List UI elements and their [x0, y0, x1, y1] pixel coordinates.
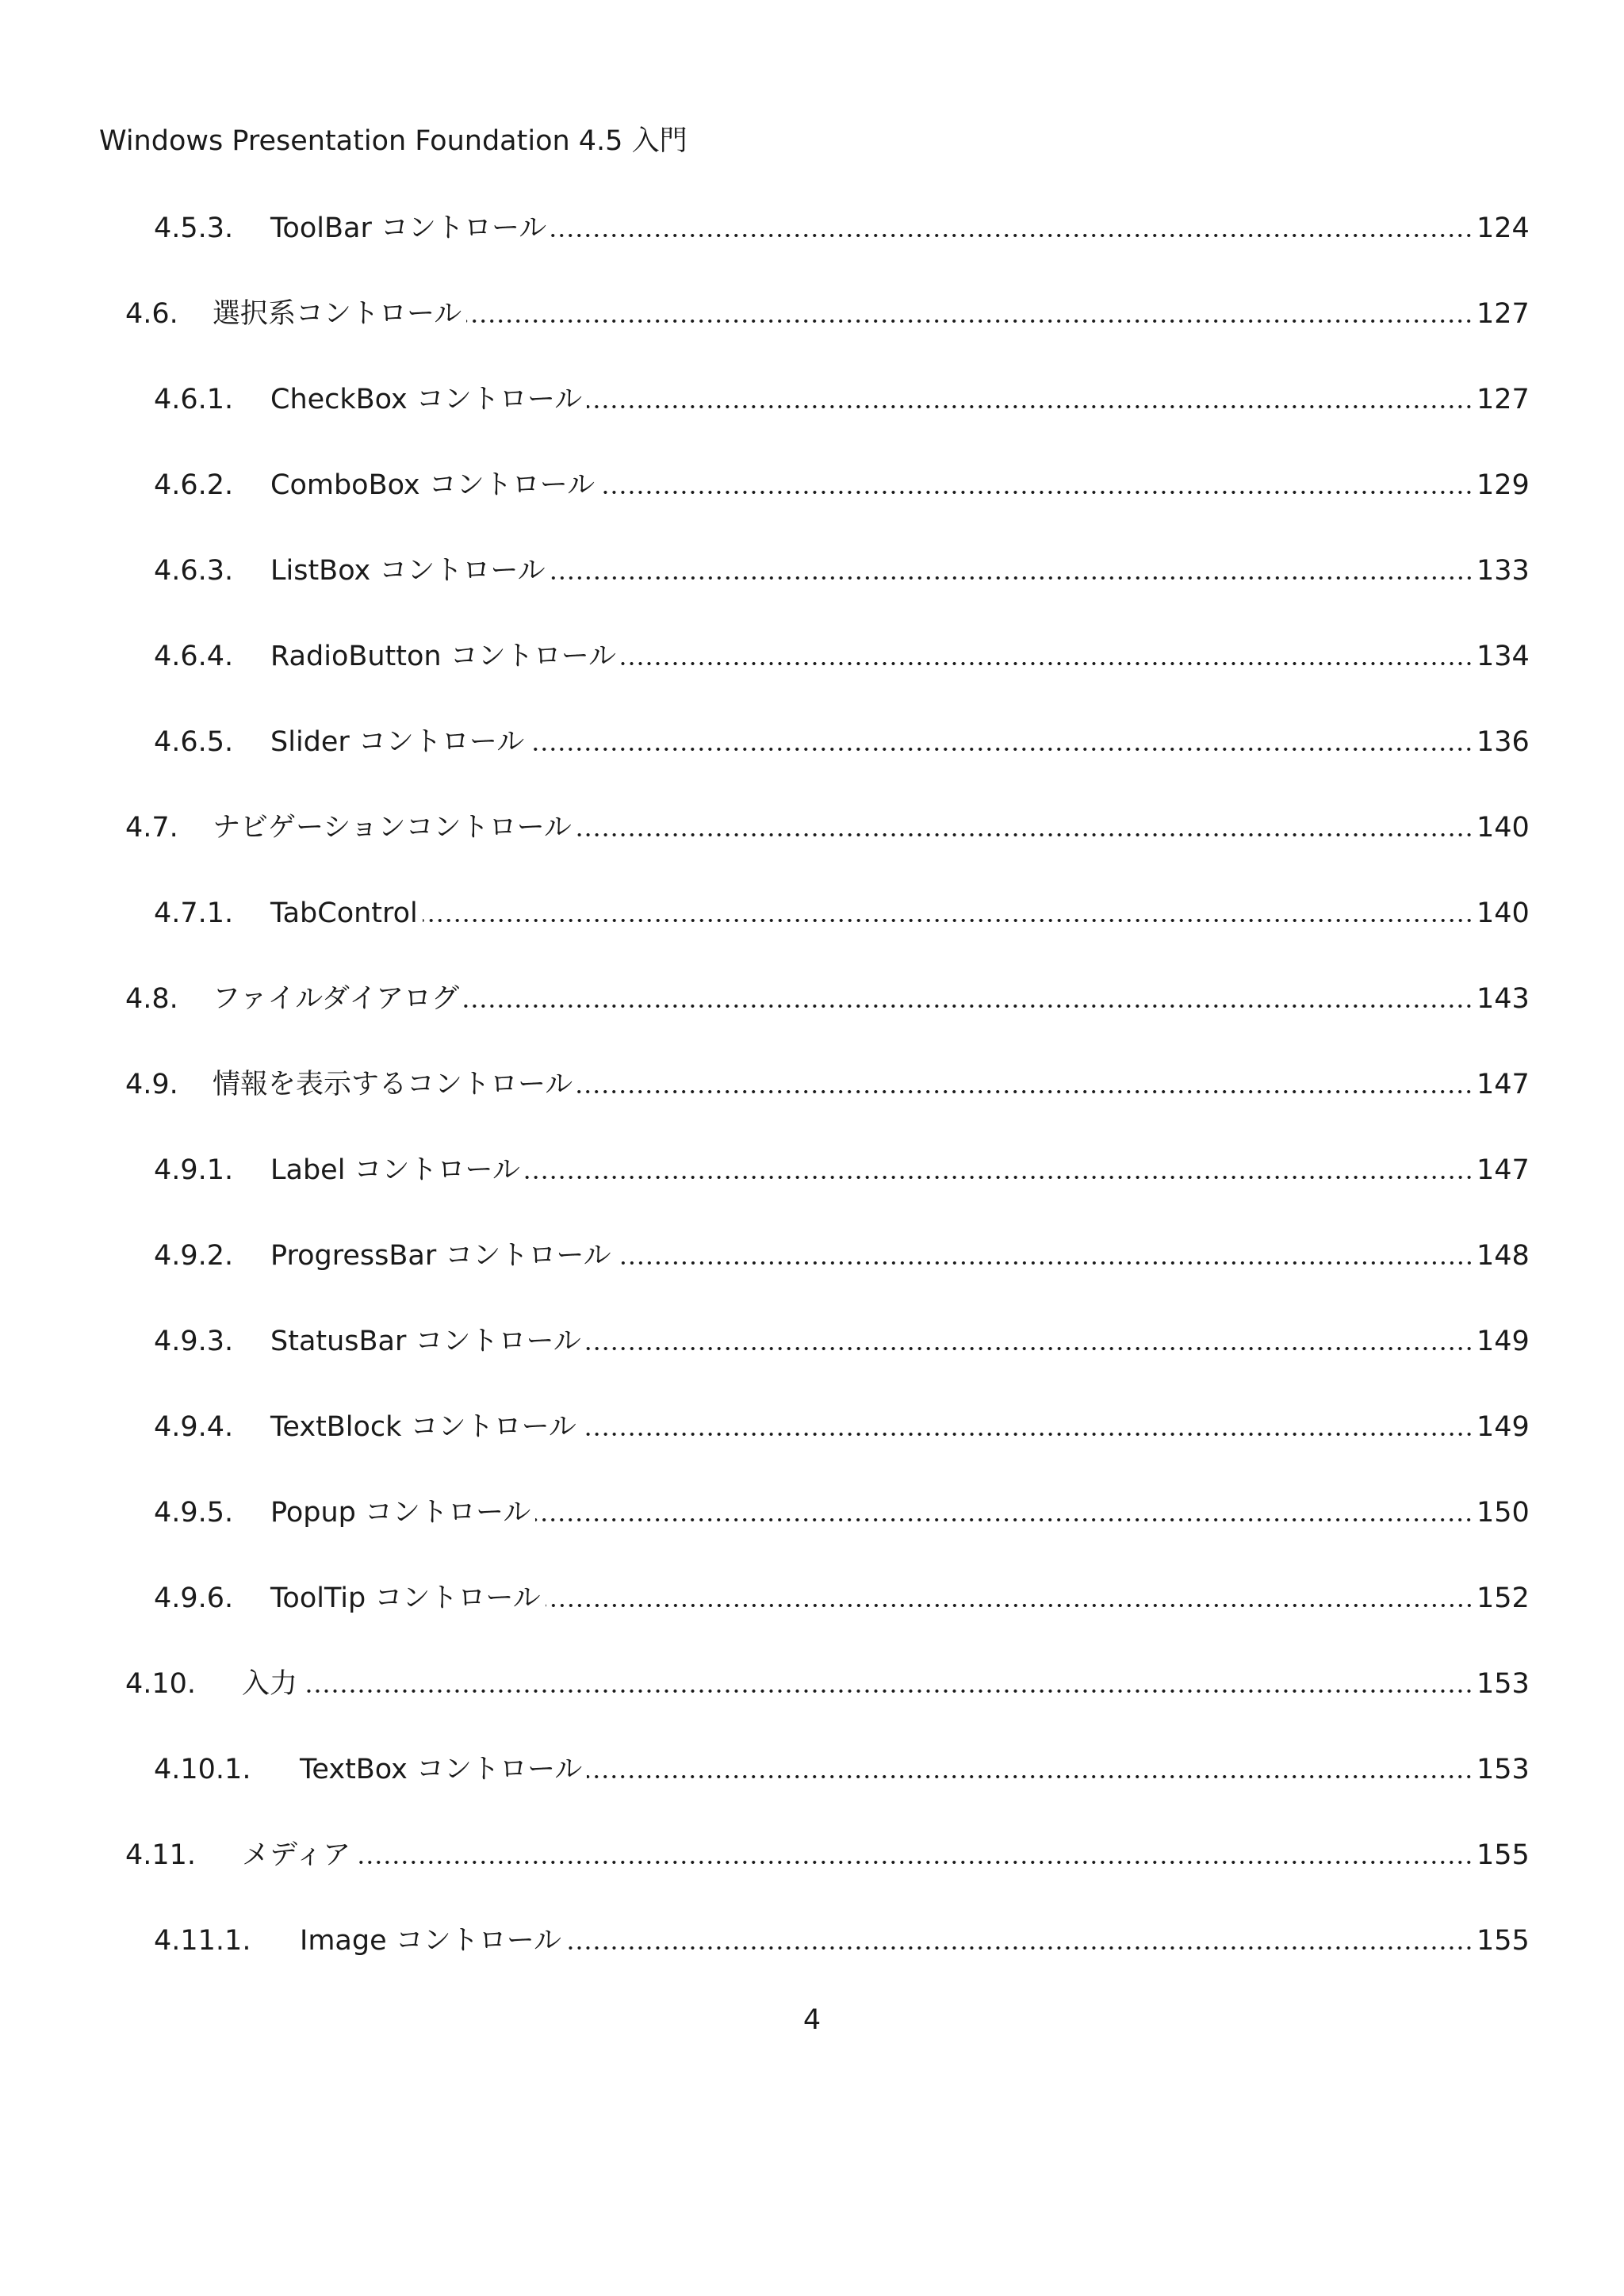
toc-entry-number: 4.10.1.	[154, 1754, 251, 1785]
toc-entry[interactable]	[154, 1235, 1529, 1275]
toc-entry-title: Slider コントロール	[270, 726, 525, 758]
toc-entry-title: ToolBar コントロール	[270, 212, 547, 244]
toc-entry[interactable]	[154, 208, 1529, 247]
toc-entry-page: 153	[1477, 1754, 1530, 1785]
toc-entry-number: 4.6.1.	[154, 384, 234, 415]
toc-entry-number: 4.9.4.	[154, 1411, 234, 1443]
toc-entry-page: 127	[1477, 384, 1530, 415]
toc-entry-title: RadioButton コントロール	[270, 641, 617, 672]
toc-entry-number: 4.6.5.	[154, 726, 234, 758]
toc-entry[interactable]	[154, 1492, 1529, 1532]
toc-entry-page: 143	[1477, 983, 1530, 1015]
toc-entry-number: 4.11.1.	[154, 1925, 251, 1957]
toc-entry[interactable]	[125, 1663, 1529, 1703]
toc-entry[interactable]	[154, 636, 1529, 675]
toc-dot-leader	[587, 403, 1473, 411]
toc-dot-leader	[621, 660, 1473, 668]
toc-entry[interactable]	[154, 1406, 1529, 1446]
toc-entry-number: 4.6.3.	[154, 555, 234, 587]
toc-entry-number: 4.10.	[125, 1668, 197, 1700]
toc-entry[interactable]	[154, 379, 1529, 419]
toc-entry-page: 153	[1477, 1668, 1530, 1700]
toc-entry[interactable]	[154, 721, 1529, 761]
toc-entry-title: メディア	[242, 1839, 351, 1871]
toc-entry[interactable]	[125, 978, 1529, 1018]
toc-entry-page: 134	[1477, 641, 1530, 672]
toc-entry-page: 127	[1477, 298, 1530, 330]
toc-entry-page: 129	[1477, 469, 1530, 501]
toc-entry[interactable]	[154, 550, 1529, 590]
toc-entry-page: 140	[1477, 897, 1530, 929]
toc-entry-number: 4.6.2.	[154, 469, 234, 501]
toc-entry-title: CheckBox コントロール	[270, 384, 583, 415]
toc-entry-number: 4.9.5.	[154, 1497, 234, 1529]
toc-entry-number: 4.9.1.	[154, 1154, 234, 1186]
toc-entry-page: 136	[1477, 726, 1530, 758]
toc-entry-number: 4.9.3.	[154, 1326, 234, 1357]
toc-entry-title: ナビゲーションコントロール	[213, 812, 572, 844]
toc-entry-page: 155	[1477, 1925, 1530, 1957]
toc-entry-title: TextBlock コントロール	[270, 1411, 576, 1443]
toc-entry-page: 150	[1477, 1497, 1530, 1529]
toc-entry-number: 4.7.	[125, 812, 178, 844]
toc-dot-leader	[576, 831, 1473, 839]
toc-entry-page: 124	[1477, 212, 1530, 244]
toc-entry-title: ProgressBar コントロール	[270, 1240, 611, 1272]
toc-entry-number: 4.9.	[125, 1069, 178, 1100]
toc-entry-number: 4.11.	[125, 1839, 197, 1871]
toc-dot-leader	[566, 1944, 1473, 1952]
toc-entry[interactable]	[154, 465, 1529, 504]
toc-entry-number: 4.7.1.	[154, 897, 234, 929]
toc-entry-title: Label コントロール	[270, 1154, 520, 1186]
toc-entry-title: ListBox コントロール	[270, 555, 546, 587]
toc-dot-leader	[550, 574, 1473, 582]
toc-entry[interactable]	[125, 1835, 1529, 1874]
toc-entry-title: TextBox コントロール	[300, 1754, 583, 1785]
toc-entry[interactable]	[125, 807, 1529, 847]
toc-entry[interactable]	[154, 1321, 1529, 1360]
toc-entry[interactable]	[154, 1578, 1529, 1617]
toc-entry-title: TabControl	[270, 897, 418, 929]
toc-entry-number: 4.8.	[125, 983, 178, 1015]
toc-entry-number: 4.9.6.	[154, 1582, 234, 1614]
toc-entry-page: 155	[1477, 1839, 1530, 1871]
toc-entry-title: ToolTip コントロール	[270, 1582, 541, 1614]
toc-dot-leader	[577, 1088, 1473, 1096]
toc-dot-leader	[599, 488, 1473, 496]
toc-entry-number: 4.5.3.	[154, 212, 234, 244]
toc-dot-leader	[464, 1002, 1473, 1010]
toc-entry-title: 情報を表示するコントロール	[213, 1069, 573, 1100]
toc-dot-leader	[355, 1858, 1473, 1866]
toc-entry-number: 4.6.	[125, 298, 178, 330]
toc-dot-leader	[546, 1601, 1473, 1609]
toc-entry-title: ファイルダイアログ	[213, 983, 460, 1015]
toc-dot-leader	[587, 1773, 1473, 1781]
toc-entry[interactable]	[125, 293, 1529, 333]
document-header: Windows Presentation Foundation 4.5 入門	[99, 125, 688, 157]
toc-entry[interactable]	[154, 893, 1529, 932]
toc-entry-page: 148	[1477, 1240, 1530, 1272]
toc-dot-leader	[581, 1430, 1473, 1438]
toc-entry-title: StatusBar コントロール	[270, 1326, 581, 1357]
toc-entry-title: ComboBox コントロール	[270, 469, 596, 501]
toc-entry-page: 152	[1477, 1582, 1530, 1614]
toc-entry-page: 149	[1477, 1411, 1530, 1443]
page-number: 4	[802, 2004, 822, 2036]
toc-entry[interactable]	[154, 1920, 1529, 1960]
toc-entry-page: 147	[1477, 1154, 1530, 1186]
toc-entry-number: 4.9.2.	[154, 1240, 234, 1272]
toc-dot-leader	[616, 1259, 1473, 1267]
toc-entry[interactable]	[125, 1064, 1529, 1104]
toc-dot-leader	[551, 232, 1473, 239]
toc-entry-page: 140	[1477, 812, 1530, 844]
toc-dot-leader	[535, 1516, 1473, 1524]
toc-entry-page: 147	[1477, 1069, 1530, 1100]
toc-entry[interactable]	[154, 1150, 1529, 1189]
toc-dot-leader	[423, 916, 1473, 924]
toc-entry-title: 選択系コントロール	[213, 298, 462, 330]
toc-entry-title: Image コントロール	[300, 1925, 562, 1957]
toc-entry-title: 入力	[242, 1668, 298, 1700]
toc-entry[interactable]	[154, 1749, 1529, 1789]
toc-entry-title: Popup コントロール	[270, 1497, 531, 1529]
toc-entry-page: 133	[1477, 555, 1530, 587]
toc-entry-number: 4.6.4.	[154, 641, 234, 672]
toc-dot-leader	[529, 745, 1473, 753]
toc-dot-leader	[466, 317, 1473, 325]
toc-dot-leader	[525, 1173, 1473, 1181]
toc-dot-leader	[302, 1687, 1473, 1695]
toc-entry-page: 149	[1477, 1326, 1530, 1357]
toc-dot-leader	[586, 1345, 1473, 1353]
